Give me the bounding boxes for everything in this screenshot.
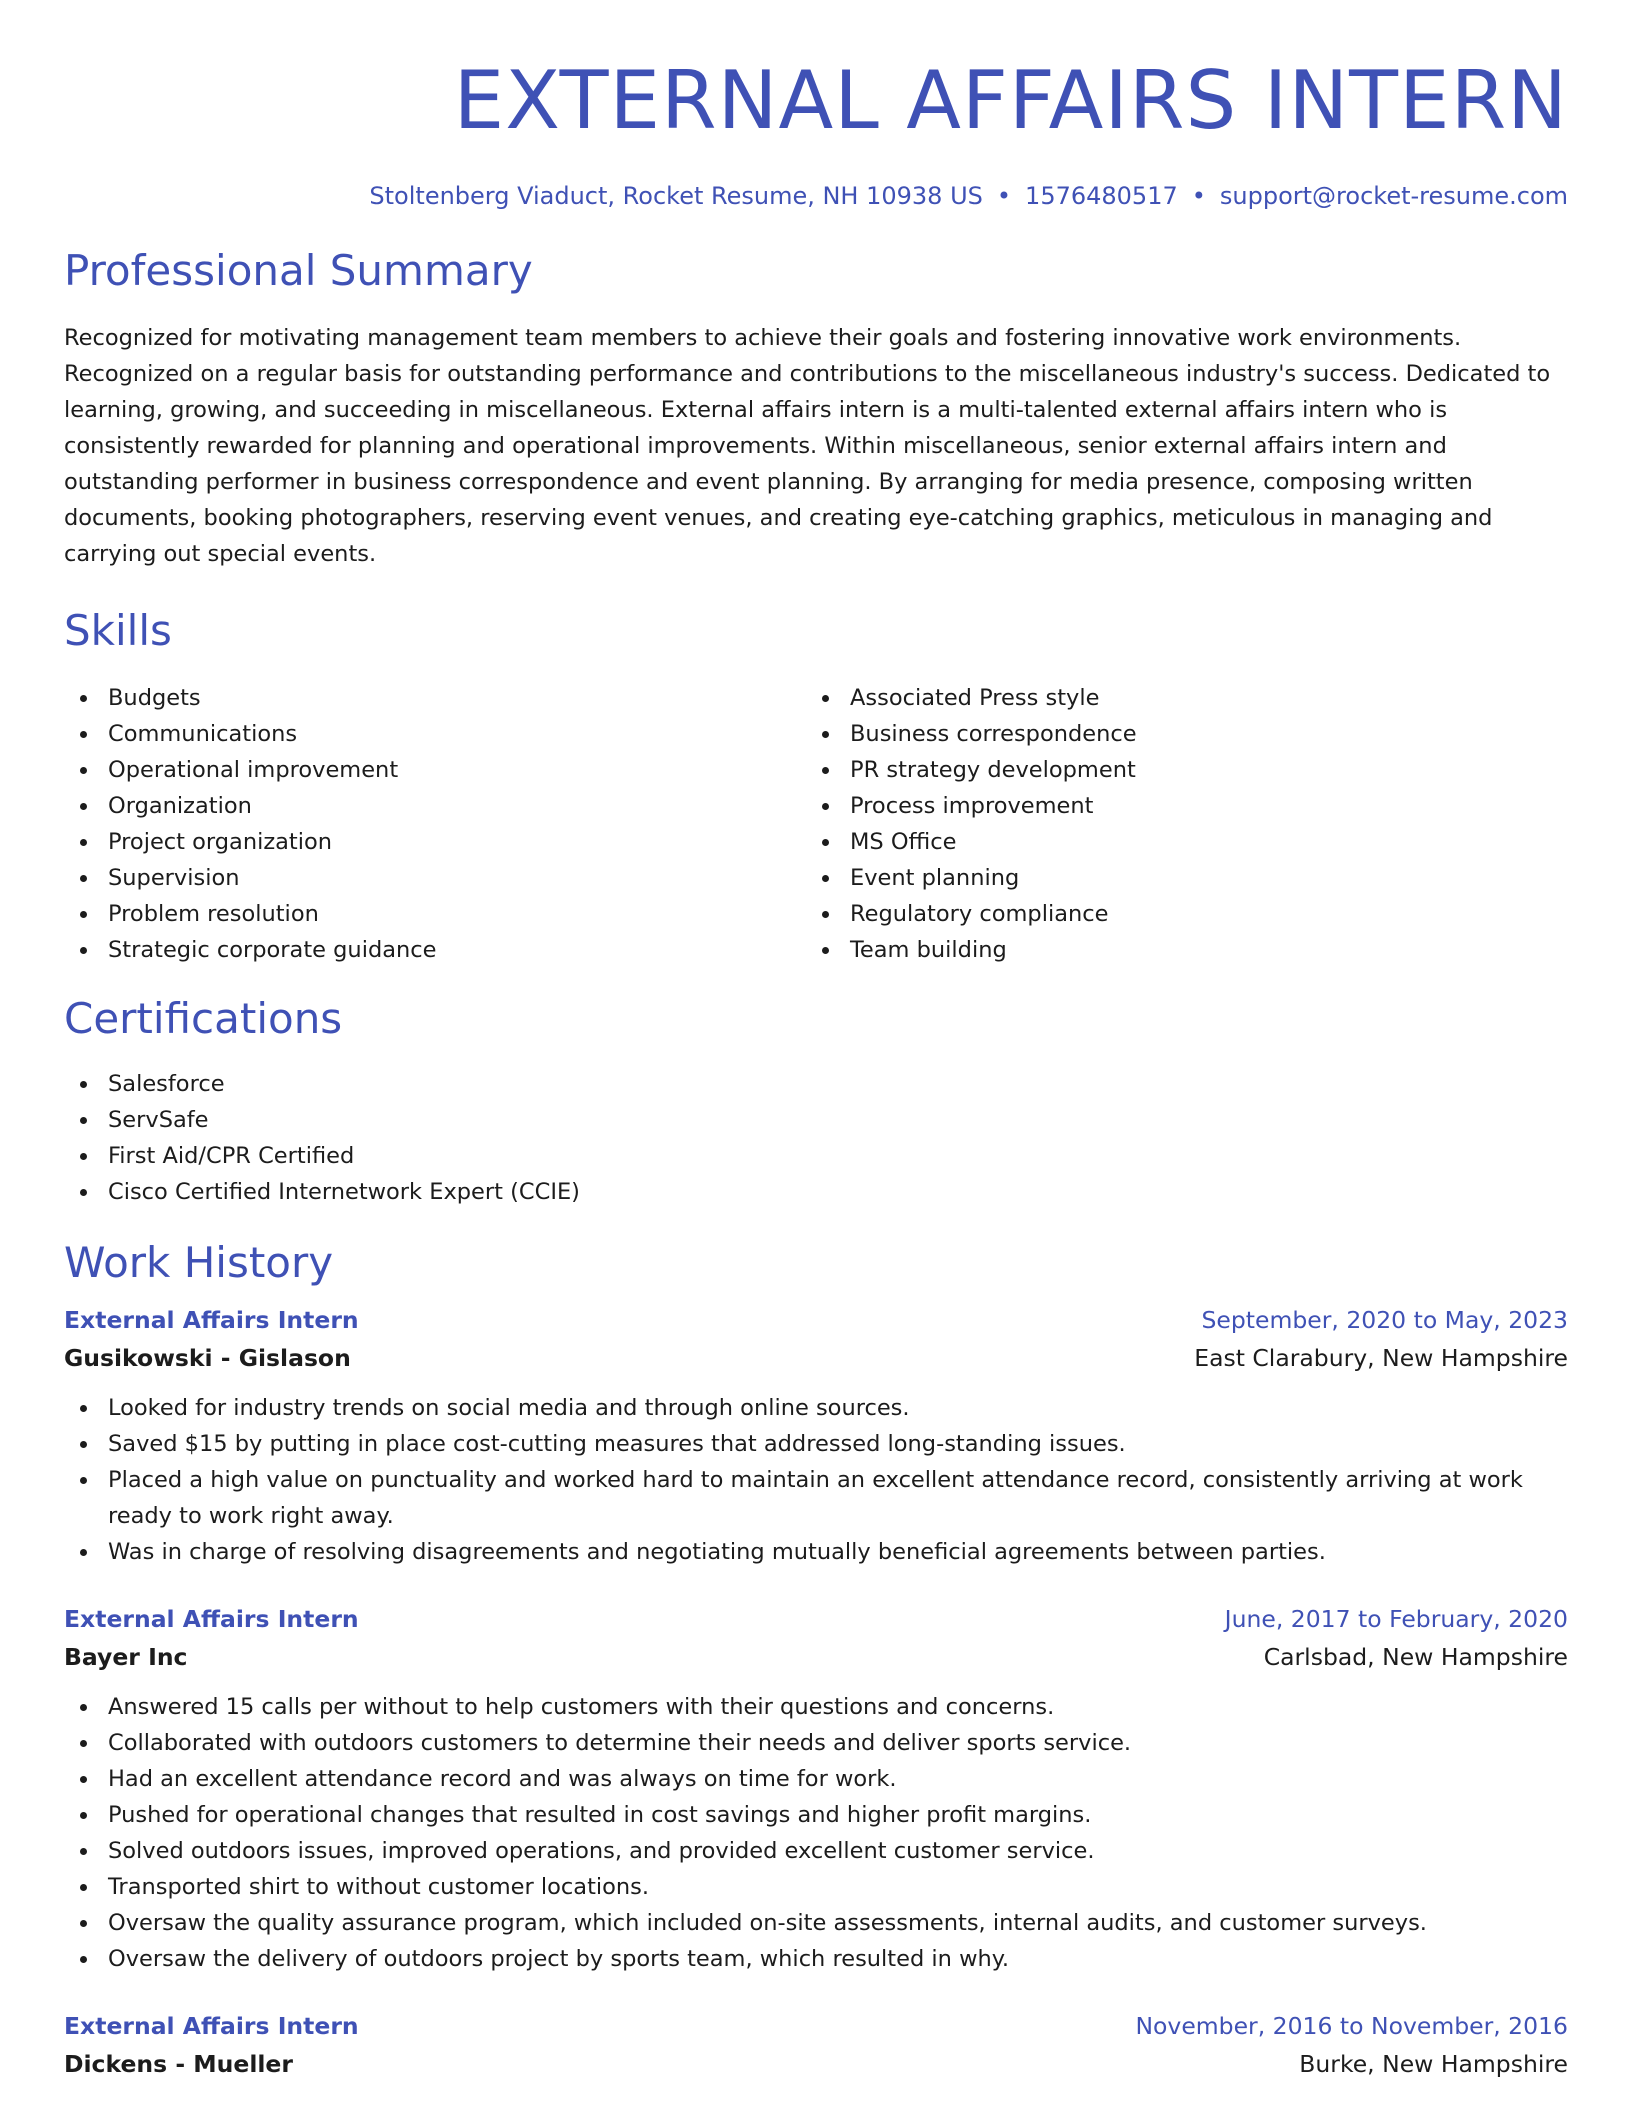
certification-item: First Aid/CPR Certified: [64, 1138, 1568, 1174]
job-bullet: Was in charge of resolving disagreements and negotiating mutually beneficial agreements between parties.: [64, 1534, 1568, 1570]
job-title: External Affairs Intern: [64, 1306, 359, 1334]
skills-column-right: [806, 680, 1548, 968]
job-bullet: Solved outdoors issues, improved operations, and provided excellent customer service.: [64, 1833, 1568, 1869]
contact-line: [64, 180, 1568, 212]
skills-list: [64, 680, 1568, 968]
job-dates: September, 2020 to May, 2023: [1201, 1306, 1568, 1334]
job-company: Gusikowski - Gislason: [64, 1344, 351, 1372]
skill-item: Organization: [64, 788, 806, 824]
job-bullet: Had an excellent attendance record and was always on time for work.: [64, 1761, 1568, 1797]
skill-item: PR strategy development: [806, 752, 1548, 788]
summary-text: Recognized for motivating management team members to achieve their goals and fostering innovative work environments. Recognized on a regular basis for outstanding performance and contributions to the miscellaneous industry's success. Dedicated to learning, growing, and succeeding in miscellaneous. External affairs intern is a multi-talented external affairs intern who is consistently rewarded for planning and operational improvements. Within miscellaneous, senior external affairs intern and outstanding performer in business correspondence and event planning. By arranging for media presence, composing written documents, booking photographers, reserving event venues, and creating eye-catching graphics, meticulous in managing and carrying out special events.: [64, 325, 1551, 567]
contact-email[interactable]: support@rocket-resume.com: [1219, 182, 1568, 210]
job-bullet: Saved $15 by putting in place cost-cutting measures that addressed long-standing issues.: [64, 1426, 1568, 1462]
contact-separator: •: [996, 182, 1012, 210]
job-title: External Affairs Intern: [64, 2012, 359, 2040]
job-bullets: [64, 1390, 1568, 1570]
job-header: [64, 1304, 1568, 1336]
job-bullet: Placed a high value on punctuality and worked hard to maintain an excellent attendance record, consistently arriving at work ready to work right away.: [64, 1462, 1568, 1534]
skill-item: Strategic corporate guidance: [64, 932, 806, 968]
certifications-list: [64, 1066, 1568, 1210]
job-location: East Clarabury, New Hampshire: [1194, 1344, 1568, 1372]
job-subheader: [64, 1635, 1568, 1675]
certifications-heading: Certifications: [64, 994, 343, 1043]
job-dates: November, 2016 to November, 2016: [1135, 2012, 1568, 2040]
certification-item: Cisco Certified Internetwork Expert (CCIE): [64, 1174, 1568, 1210]
skill-item: Budgets: [64, 680, 806, 716]
skill-item: Process improvement: [806, 788, 1548, 824]
job-company: Bayer Inc: [64, 1643, 188, 1671]
job-entry: [64, 1603, 1568, 1977]
skill-item: Team building: [806, 932, 1548, 968]
job-location: Burke, New Hampshire: [1299, 2050, 1568, 2078]
summary-heading: Professional Summary: [64, 246, 533, 295]
job-subheader: [64, 2042, 1568, 2082]
job-bullet: Answered 15 calls per without to help customers with their questions and concerns.: [64, 1689, 1568, 1725]
skill-item: Project organization: [64, 824, 806, 860]
job-company: Dickens - Mueller: [64, 2050, 293, 2078]
job-entry: [64, 2010, 1568, 2082]
skill-item: Operational improvement: [64, 752, 806, 788]
job-title: External Affairs Intern: [64, 1605, 359, 1633]
job-subheader: [64, 1336, 1568, 1376]
job-location: Carlsbad, New Hampshire: [1263, 1643, 1568, 1671]
skill-item: Problem resolution: [64, 896, 806, 932]
skills-heading: Skills: [64, 606, 172, 655]
resume-title: EXTERNAL AFFAIRS INTERN: [453, 54, 1568, 147]
skill-item: MS Office: [806, 824, 1548, 860]
certification-item: ServSafe: [64, 1102, 1568, 1138]
job-bullet: Oversaw the delivery of outdoors project by sports team, which resulted in why.: [64, 1941, 1568, 1977]
job-bullet: Pushed for operational changes that resulted in cost savings and higher profit margins.: [64, 1797, 1568, 1833]
certification-item: Salesforce: [64, 1066, 1568, 1102]
job-bullets: [64, 1689, 1568, 1977]
job-dates: June, 2017 to February, 2020: [1224, 1605, 1568, 1633]
job-header: [64, 2010, 1568, 2042]
contact-separator: •: [1191, 182, 1206, 210]
job-entry: [64, 1304, 1568, 1570]
job-bullet: Oversaw the quality assurance program, which included on-site assessments, internal audits, and customer surveys.: [64, 1905, 1568, 1941]
skill-item: Regulatory compliance: [806, 896, 1548, 932]
skill-item: Supervision: [64, 860, 806, 896]
resume-page: [64, 0, 1568, 2082]
skill-item: Associated Press style: [806, 680, 1548, 716]
contact-address: Stoltenberg Viaduct, Rocket Resume, NH 10938 US: [369, 182, 983, 210]
job-bullet: Transported shirt to without customer locations.: [64, 1869, 1568, 1905]
job-bullet: Collaborated with outdoors customers to determine their needs and deliver sports service.: [64, 1725, 1568, 1761]
skills-column-left: [64, 680, 806, 968]
job-header: [64, 1603, 1568, 1635]
job-bullet: Looked for industry trends on social media and through online sources.: [64, 1390, 1568, 1426]
skill-item: Communications: [64, 716, 806, 752]
skill-item: Business correspondence: [806, 716, 1548, 752]
skill-item: Event planning: [806, 860, 1548, 896]
contact-phone: 1576480517: [1025, 182, 1178, 210]
work-history-heading: Work History: [64, 1238, 334, 1287]
